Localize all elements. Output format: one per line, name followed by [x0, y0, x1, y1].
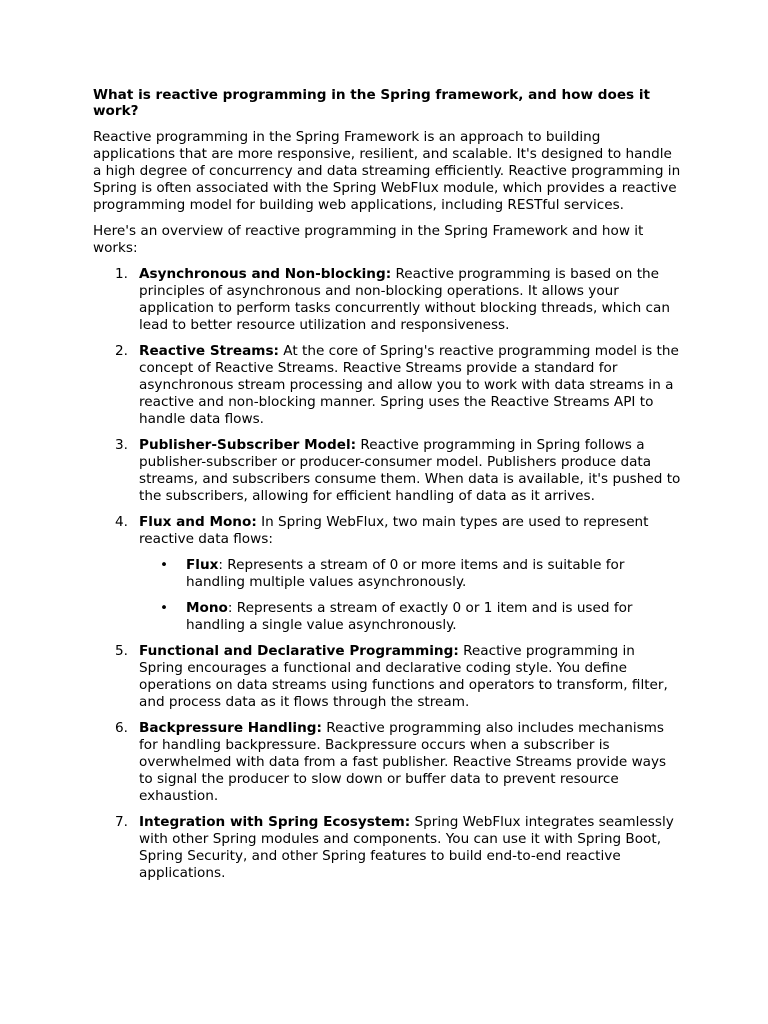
intro-paragraph: Reactive programming in the Spring Framework is an approach to building applications that are more responsive, resilient, and scalable. It's designed to handle a high degree of concurrency and data streaming efficiently. Reactive programming in Spring is often associated with the Spring WebFlux module, which provides a reactive programming model for building web applications, including RESTful services. — [93, 129, 681, 213]
list-number: 1. — [115, 266, 128, 282]
list-item-term: Integration with Spring Ecosystem: — [139, 814, 411, 830]
bullet-dot: • — [160, 600, 169, 616]
list-item — [93, 720, 683, 805]
document-page — [93, 87, 683, 891]
bullet-item — [139, 557, 683, 591]
list-item-term: Flux and Mono: — [139, 514, 257, 530]
list-item — [93, 643, 683, 711]
overview-paragraph: Here's an overview of reactive programming in the Spring Framework and how it works: — [93, 223, 644, 256]
list-number: 7. — [115, 814, 128, 830]
list-item-text: Spring WebFlux integrates seamlessly with other Spring modules and components. You can use it with Spring Boot, Spring Security, and other Spring features to build end-to-end reactive applications. — [139, 814, 674, 881]
bullet-item-term: Flux — [186, 557, 219, 573]
list-item — [93, 343, 683, 428]
list-item-term: Backpressure Handling: — [139, 720, 322, 736]
list-item-text: Reactive programming is based on the principles of asynchronous and non-blocking operations. It allows your application to perform tasks concurrently without blocking threads, which can lead to better resource utilization and responsiveness. — [139, 266, 670, 333]
list-number: 3. — [115, 437, 128, 453]
list-item — [93, 514, 683, 634]
list-item-term: Reactive Streams: — [139, 343, 279, 359]
list-item-text: At the core of Spring's reactive programming model is the concept of Reactive Streams. Reactive Streams provide a standard for asynchronous stream processing and allow you to work with data streams in a reactive and non-blocking manner. Spring uses the Reactive Streams API to handle data flows. — [139, 343, 679, 427]
list-item — [93, 266, 683, 334]
bullet-dot: • — [160, 557, 169, 573]
document-title: What is reactive programming in the Spring framework, and how does it work? — [93, 87, 651, 119]
bullet-list — [139, 557, 683, 634]
list-number: 6. — [115, 720, 128, 736]
list-item-text: Reactive programming also includes mechanisms for handling backpressure. Backpressure occurs when a subscriber is overwhelmed with data from a fast publisher. Reactive Streams provide ways to signal the producer to slow down or buffer data to prevent resource exhaustion. — [139, 720, 667, 804]
numbered-list — [93, 266, 683, 882]
bullet-item-text: : Represents a stream of 0 or more items and is suitable for handling multiple values asynchronously. — [186, 557, 625, 590]
bullet-item-text: : Represents a stream of exactly 0 or 1 item and is used for handling a single value asynchronously. — [186, 600, 633, 633]
bullet-item — [139, 600, 683, 634]
list-item-term: Functional and Declarative Programming: — [139, 643, 459, 659]
list-item — [93, 814, 683, 882]
list-item-text: Reactive programming in Spring follows a publisher-subscriber or producer-consumer model. Publishers produce data streams, and subscribers consume them. When data is available, it's pushed to the subscribers, allowing for efficient handling of data as it arrives. — [139, 437, 681, 504]
list-item-text: In Spring WebFlux, two main types are used to represent reactive data flows: — [139, 514, 649, 547]
list-number: 5. — [115, 643, 128, 659]
bullet-item-term: Mono — [186, 600, 228, 616]
list-item-term: Asynchronous and Non-blocking: — [139, 266, 392, 282]
list-number: 4. — [115, 514, 128, 530]
list-number: 2. — [115, 343, 128, 359]
list-item — [93, 437, 683, 505]
list-item-text: Reactive programming in Spring encourages a functional and declarative coding style. You define operations on data streams using functions and operators to transform, filter, and process data as it flows through the stream. — [139, 643, 668, 710]
list-item-term: Publisher-Subscriber Model: — [139, 437, 357, 453]
